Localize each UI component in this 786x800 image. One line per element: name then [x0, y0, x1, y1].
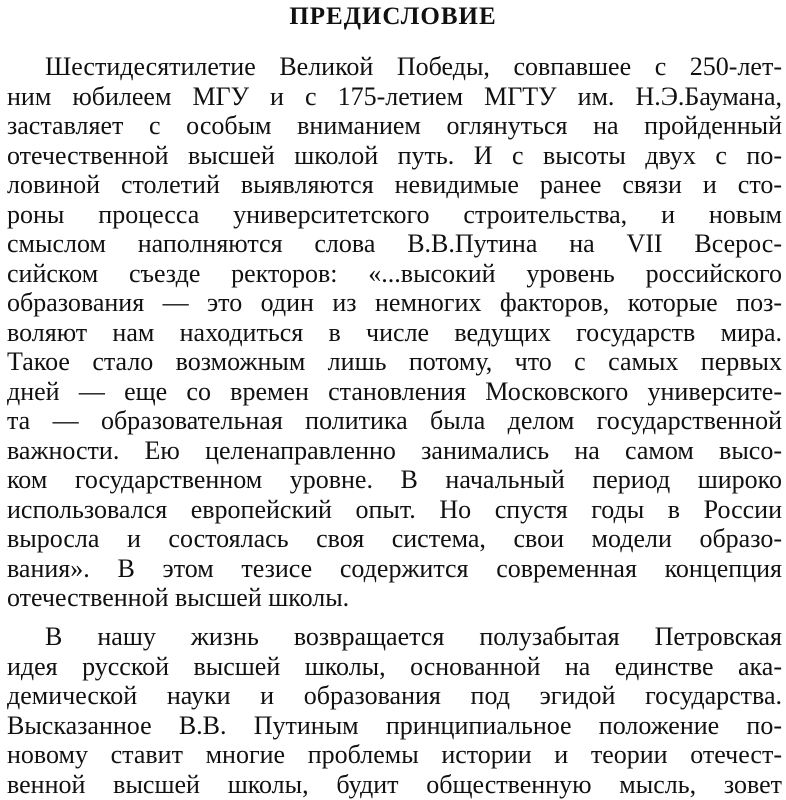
text-line: дней — еще со времен становления Московского университе- [7, 376, 782, 406]
text-line: идея русской высшей школы, основанной на единстве ака- [7, 651, 782, 681]
text-line: воляют нам находиться в числе ведущих государств мира. [7, 317, 782, 347]
text-line: ним юбилеем МГУ и с 175-летием МГТУ им. Н.Э.Баумана, [7, 81, 782, 111]
text-line: использовался европейский опыт. Но спустя годы в России [7, 494, 782, 524]
text-line: та — образовательная политика была делом государственной [7, 406, 782, 435]
text-line: вания». В этом тезисе содержится современная концепция [7, 553, 782, 583]
text-line: ловиной столетий выявляются невидимые ранее связи и сто- [7, 170, 782, 199]
page-title: ПРЕДИСЛОВИЕ [289, 3, 497, 30]
text-line: Высказанное В.В. Путиным принципиальное положение по- [7, 710, 782, 740]
text-line: роны процесса университетского строительства, и новым [7, 199, 782, 229]
text-line: образования — это один из немногих факторов, которые поз- [7, 288, 782, 317]
text-line: демической науки и образования под эгидой государства. [7, 681, 782, 710]
text-line: смыслом наполняются слова В.В.Путина на VII Всерос- [7, 229, 782, 258]
paragraph-1 [7, 52, 782, 613]
text-line: Шестидесятилетие Великой Победы, совпавшее с 250-лет- [45, 52, 782, 81]
text-line: сийском съезде ректоров: «...высокий уровень российского [7, 258, 782, 288]
text-line: выросла и состоялась своя система, свои модели образо- [7, 524, 782, 553]
text-line: ком государственном уровне. В начальный период широко [7, 465, 782, 494]
text-line: Такое стало возможным лишь потому, что с самых первых [7, 347, 782, 376]
text-line: отечественной высшей школы. [7, 583, 350, 612]
text-line: заставляет с особым вниманием оглянуться на пройденный [7, 111, 782, 140]
text-line: В нашу жизнь возвращается полузабытая Петровская [45, 622, 782, 651]
text-line: важности. Ею целенаправленно занимались на самом высо- [7, 435, 782, 465]
paragraph-2 [7, 622, 782, 799]
text-line: отечественной высшей школой путь. И с высоты двух с по- [7, 140, 782, 170]
text-line: новому ставит многие проблемы истории и теории отечест- [7, 740, 782, 769]
text-line: венной высшей школы, будит общественную мысль, зовет [7, 769, 782, 799]
